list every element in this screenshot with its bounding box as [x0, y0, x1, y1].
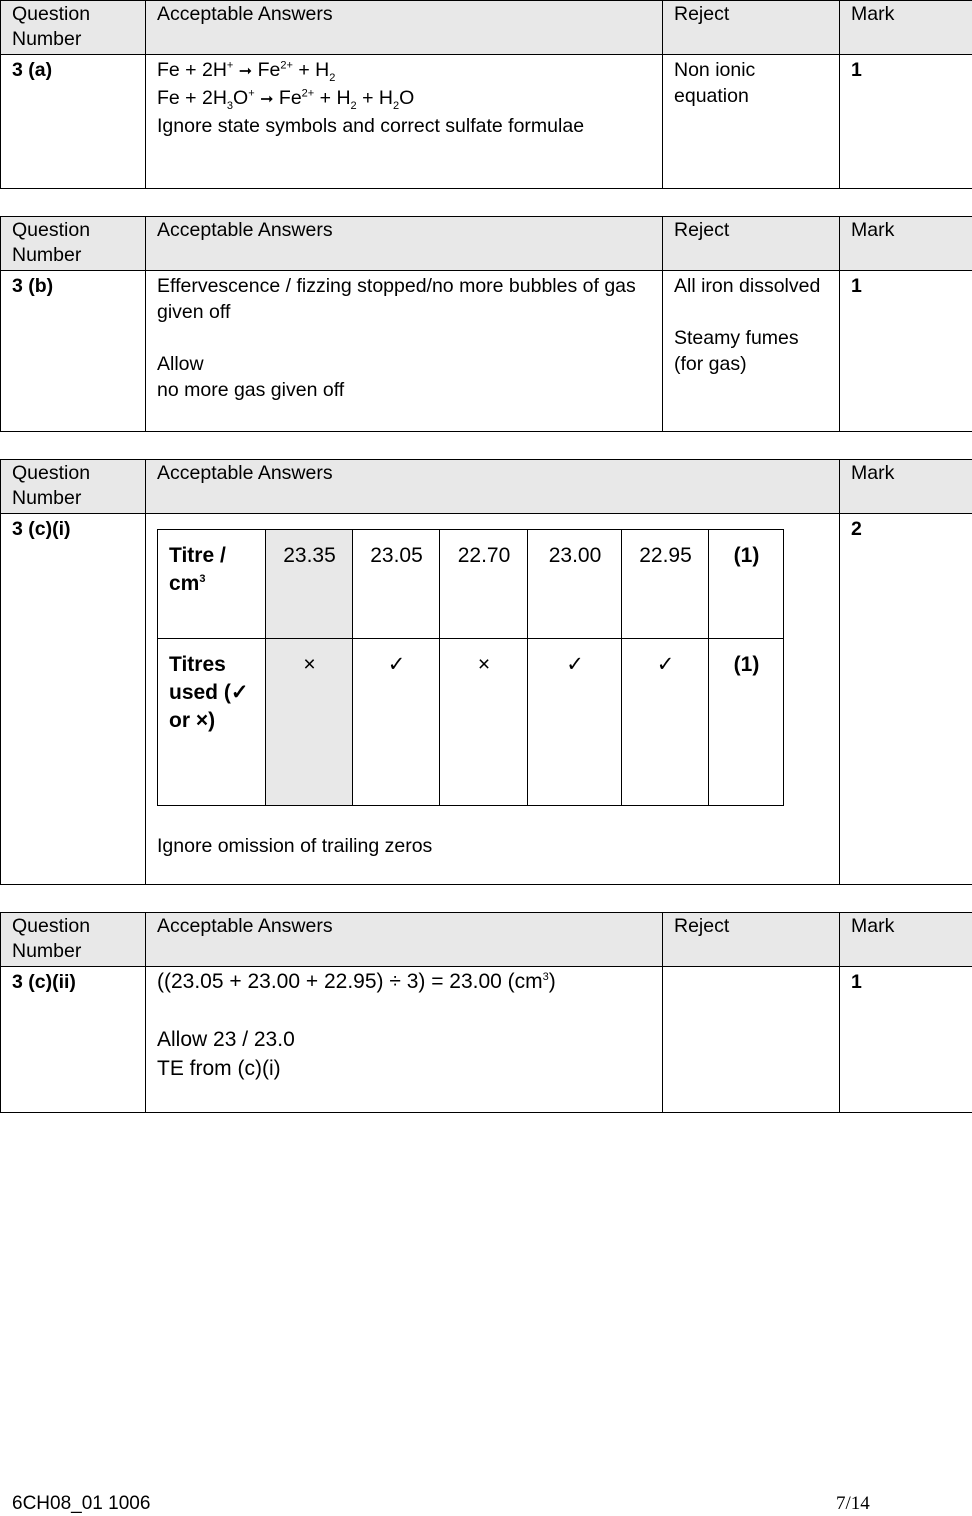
- header-row: [1, 1, 972, 55]
- equation-2: $Fe + 2H_3O^+$ ➞ $Fe^{2+} + H_2 + H_2O$: [157, 87, 415, 112]
- header-mark: Mark: [840, 460, 972, 514]
- header-mark: Mark: [840, 1, 972, 55]
- allow-label: Allow: [157, 353, 204, 375]
- header-acceptable-answers: Acceptable Answers: [146, 217, 663, 271]
- check-mark: ✓: [353, 639, 440, 806]
- header-acceptable-answers: Acceptable Answers: [146, 913, 663, 967]
- header-acceptable-answers: Acceptable Answers: [146, 1, 663, 55]
- titre-table: [157, 529, 784, 806]
- titre-mark: (1): [709, 530, 784, 639]
- titre-value-5: 22.95: [622, 530, 709, 639]
- header-mark: Mark: [840, 217, 972, 271]
- answer-row: [1, 271, 972, 432]
- titre-value-1: 23.35: [266, 530, 353, 639]
- titre-value-2: 23.05: [353, 530, 440, 639]
- allow-text: Allow 23 / 23.0: [157, 1028, 295, 1051]
- reject-text: Non ionic equation: [663, 55, 840, 189]
- answer-note: Ignore state symbols and correct sulfate formulae: [157, 115, 585, 137]
- reject-text-2: Steamy fumes (for gas): [674, 327, 799, 375]
- header-row: [1, 913, 972, 967]
- header-reject: Reject: [663, 217, 840, 271]
- check-mark: ✓: [528, 639, 622, 806]
- mark-value: 1: [840, 967, 972, 1113]
- calculation: ((23.05 + 23.00 + 22.95) ÷ 3) = 23.00 $(cm^3)$: [157, 970, 556, 993]
- header-reject: Reject: [663, 913, 840, 967]
- trailing-zeros-note: Ignore omission of trailing zeros: [157, 835, 433, 857]
- acceptable-answers: [146, 967, 663, 1113]
- mark-value: 1: [840, 271, 972, 432]
- answer-text: Effervescence / fizzing stopped/no more bubbles of gas given off: [157, 275, 636, 323]
- markscheme-table-3cii: [0, 912, 972, 1113]
- mark-value: 2: [840, 514, 972, 885]
- paper-code: 6CH08_01 1006: [12, 1493, 151, 1514]
- reject-text: [663, 967, 840, 1113]
- acceptable-answers: [146, 55, 663, 189]
- titre-value-3: 22.70: [440, 530, 528, 639]
- header-reject: Reject: [663, 1, 840, 55]
- question-number: 3 (b): [1, 271, 146, 432]
- titre-label: Titre / $cm^3$: [158, 530, 266, 639]
- check-mark: ✓: [622, 639, 709, 806]
- acceptable-answers: [146, 271, 663, 432]
- titres-used-row: [158, 639, 784, 806]
- titres-used-mark: (1): [709, 639, 784, 806]
- equation-1: Fe + 2H+ ➞ $Fe^{2+} + H_2$: [157, 59, 336, 84]
- mark-value: 1: [840, 55, 972, 189]
- te-text: TE from (c)(i): [157, 1057, 281, 1080]
- cross-mark: ×: [440, 639, 528, 806]
- reject-text-1: All iron dissolved: [674, 275, 821, 297]
- question-number: 3 (c)(ii): [1, 967, 146, 1113]
- markscheme-table-3ci: [0, 459, 972, 885]
- header-row: [1, 460, 972, 514]
- answer-row: [1, 514, 972, 885]
- page-number: 7/14: [836, 1493, 870, 1514]
- reject-cell: [663, 271, 840, 432]
- answer-row: [1, 967, 972, 1113]
- header-question-number: Question Number: [1, 460, 146, 514]
- header-question-number: Question Number: [1, 913, 146, 967]
- titre-value-4: 23.00: [528, 530, 622, 639]
- titre-row: [158, 530, 784, 639]
- header-question-number: Question Number: [1, 217, 146, 271]
- cross-mark: ×: [266, 639, 353, 806]
- answer-row: [1, 55, 972, 189]
- acceptable-answers: [146, 514, 840, 885]
- markscheme-table-3b: [0, 216, 972, 432]
- header-row: [1, 217, 972, 271]
- question-number: 3 (c)(i): [1, 514, 146, 885]
- question-number: 3 (a): [1, 55, 146, 189]
- header-mark: Mark: [840, 913, 972, 967]
- allow-text: no more gas given off: [157, 379, 345, 401]
- titres-used-label: Titres used (✓ or ×): [158, 639, 266, 806]
- markscheme-table-3a: [0, 0, 972, 189]
- header-question-number: Question Number: [1, 1, 146, 55]
- header-acceptable-answers: Acceptable Answers: [146, 460, 840, 514]
